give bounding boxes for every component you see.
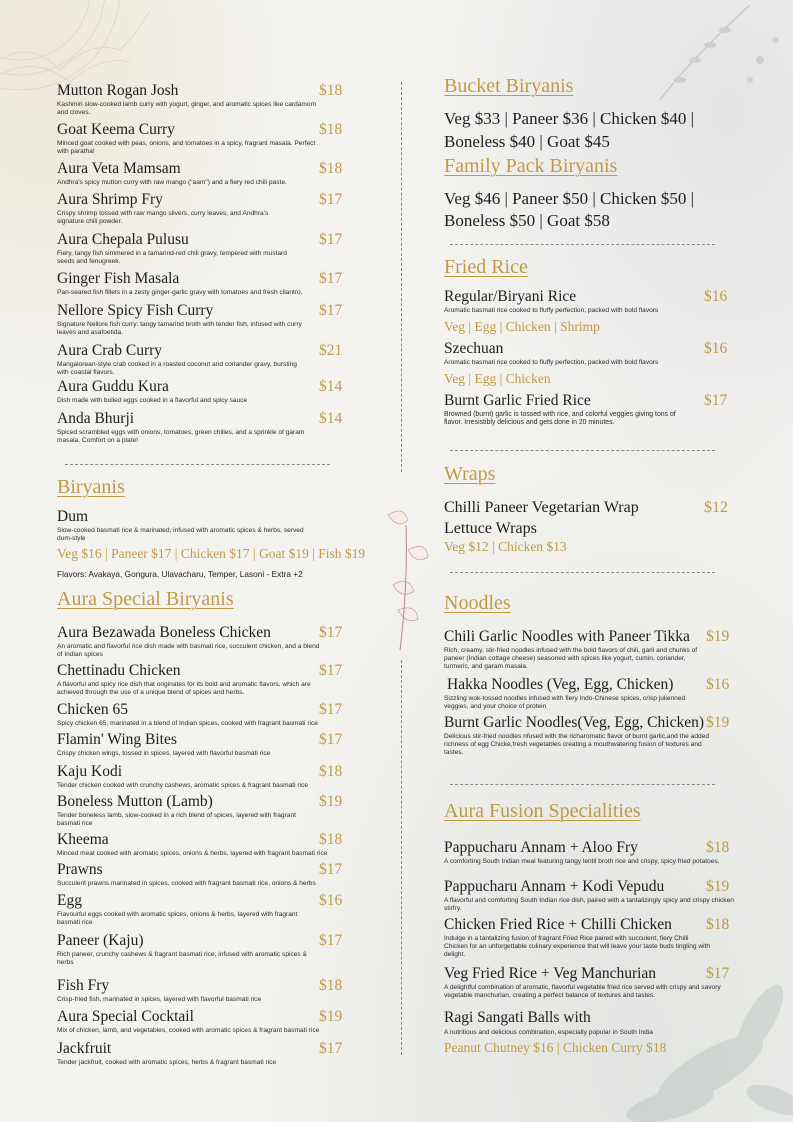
item-name: Ginger Fish Masala	[57, 270, 180, 287]
menu-item	[57, 763, 342, 790]
menu-item	[444, 676, 734, 711]
item-name: Prawns	[57, 861, 103, 878]
menu-item	[57, 191, 342, 226]
section-heading-wraps: Wraps	[444, 463, 496, 485]
menu-item	[444, 965, 734, 1000]
item-description: Rich paneer, crunchy cashews & fragrant basmati rice, infused with aromatic spices & herbs	[57, 951, 307, 966]
item-name: Aura Shrimp Fry	[57, 191, 163, 208]
item-description: A nutritious and delicious combination, especially popular in South India	[444, 1029, 653, 1036]
item-description: Indulge in a tantalizing fusion of fragrant Fried Rice paired with succulent, fiery Chilli Chicken for an unforgettable culinary experience that will leave your taste buds tingling with delight.	[444, 935, 711, 958]
item-price: $18	[319, 977, 343, 994]
item-price: $17	[704, 392, 728, 409]
item-name: Ragi Sangati Balls with	[444, 1009, 591, 1026]
divider	[450, 572, 715, 573]
item-name: Kheema	[57, 831, 109, 848]
item-description: A delightful combination of aromatic, flavorful vegetable fried rice served with crispy and savory vegetable manchurian, creating a perfect balance of textures and tastes.	[444, 984, 721, 999]
item-description: Slow-cooked basmati rice & marinated, infused with aromatic spices & herbs, served dum-style	[57, 527, 304, 542]
item-price: $18	[319, 160, 343, 177]
menu-item	[57, 82, 342, 117]
menu-item	[57, 270, 342, 297]
wrap-item-name: Chilli Paneer Vegetarian Wrap	[444, 499, 639, 516]
item-description: Aromatic basmati rice cooked to fluffy perfection, packed with bold flavors	[444, 359, 659, 366]
menu-item	[57, 731, 342, 758]
item-name: Regular/Biryani Rice	[444, 288, 577, 305]
item-description: Aromatic basmati rice cooked to fluffy perfection, packed with bold flavors	[444, 307, 659, 314]
section-heading-family: Family Pack Biryanis	[444, 155, 618, 177]
item-price: $14	[319, 378, 343, 395]
menu-item	[57, 624, 342, 659]
wrap-item-name: Lettuce Wraps	[444, 520, 537, 537]
item-price: $18	[706, 839, 730, 856]
item-price: $17	[319, 191, 343, 208]
item-description: Browned (burnt) garlic is tossed with rice, and colorful veggies giving tons of flavor. Irresistibly delicious and gets done in 20 minutes.	[444, 411, 676, 426]
menu-item	[57, 662, 342, 697]
item-name: Chettinadu Chicken	[57, 662, 181, 679]
item-name: Pappucharu Annam + Kodi Vepudu	[444, 878, 665, 895]
menu-item	[444, 839, 734, 866]
item-name: Fish Fry	[57, 977, 110, 994]
menu-item	[444, 628, 734, 671]
item-price: $17	[319, 861, 343, 878]
item-name: Burnt Garlic Fried Rice	[444, 392, 591, 409]
menu-item	[444, 714, 734, 757]
menu-item	[57, 160, 342, 187]
menu-item	[57, 1008, 342, 1035]
item-price: $16	[704, 288, 728, 305]
bucket-prices-line1: Veg $33 | Paneer $36 | Chicken $40 |	[444, 109, 695, 128]
item-name: Aura Veta Mamsam	[57, 160, 181, 177]
menu-item	[57, 977, 342, 1004]
item-name: Aura Crab Curry	[57, 342, 163, 359]
column-divider	[401, 660, 402, 1055]
menu-item	[57, 410, 342, 445]
item-price: $18	[319, 831, 343, 848]
item-name: Aura Chepala Pulusu	[57, 231, 189, 248]
item-price: $16	[704, 340, 728, 357]
item-name: Flamin' Wing Bites	[57, 731, 177, 748]
menu-item	[57, 121, 342, 156]
item-price: $14	[319, 410, 343, 427]
item-price: $18	[319, 763, 343, 780]
item-price: $19	[706, 714, 730, 731]
divider	[65, 464, 330, 465]
wrap-item-price: $12	[704, 499, 728, 516]
menu-item	[57, 231, 342, 266]
item-name: Burnt Garlic Noodles(Veg, Egg, Chicken)	[444, 714, 704, 731]
menu-item	[57, 932, 342, 967]
item-name: Anda Bhurji	[57, 410, 135, 427]
item-price: $17	[319, 662, 343, 679]
item-price: $16	[706, 676, 730, 693]
item-description: Crispy chicken wings, tossed in spices, layered with flavorful basmati rice	[57, 750, 271, 757]
flower-illustration	[378, 505, 436, 655]
item-name: Paneer (Kaju)	[57, 932, 144, 949]
item-description: An aromatic and flavorful rice dish made with basmati rice, succulent chicken, and a blend of Indian spices	[57, 643, 320, 658]
menu-item	[444, 878, 734, 913]
item-price: $18	[706, 916, 730, 933]
item-description: Minced meat cooked with aromatic spices, onions & herbs, layered with fragrant basmati rice	[57, 850, 328, 857]
menu-item	[57, 701, 342, 728]
item-description: Andhra's spicy mutton curry with raw mango ("aam") and a fiery red chili paste.	[57, 179, 287, 186]
item-name: Boneless Mutton (Lamb)	[57, 793, 213, 810]
item-name: Veg Fried Rice + Veg Manchurian	[444, 965, 657, 982]
item-description: Tender chicken cooked with crunchy cashews, aromatic spices & fragrant basmati rice	[57, 782, 309, 789]
item-name: Egg	[57, 892, 82, 909]
item-name: Chili Garlic Noodles with Paneer Tikka	[444, 628, 690, 645]
item-price: $19	[706, 878, 730, 895]
menu-item	[57, 861, 342, 888]
family-prices-line2: Boneless $50 | Goat $58	[444, 211, 610, 230]
item-description: Sizzling wok-tossed noodles infused with fiery Indo-Chinese spices, crisp julienned veggies, and your choice of protein	[444, 695, 686, 710]
menu-item	[57, 1040, 342, 1067]
item-description: A flavorful and spicy rice dish that originates for its bold and aromatic flavors, which are achieved through the use of a unique blend of spices and herbs.	[57, 681, 311, 696]
menu-item	[57, 508, 357, 543]
menu-item	[57, 302, 342, 337]
item-description: Tender boneless lamb, slow-cooked in a rich blend of spices, layered with fragrant basmati rice	[57, 812, 296, 827]
menu-item	[444, 916, 734, 959]
item-name: Chicken 65	[57, 701, 129, 718]
family-prices-line1: Veg $46 | Paneer $50 | Chicken $50 |	[444, 189, 695, 208]
menu-item	[57, 342, 342, 377]
menu-item	[444, 288, 729, 315]
item-description: Dish made with boiled eggs cooked in a flavorful and spicy sauce	[57, 397, 248, 404]
item-description: Crispy shrimp tossed with raw mango slivers, curry leaves, and Andhra's signature chili powder.	[57, 210, 269, 225]
item-name: Kaju Kodi	[57, 763, 123, 780]
item-name: Aura Special Cocktail	[57, 1008, 194, 1025]
menu-item	[57, 793, 342, 828]
menu-item	[57, 892, 342, 927]
item-price: $16	[319, 892, 343, 909]
item-price: $17	[319, 302, 343, 319]
item-price: $21	[319, 342, 343, 359]
item-name: Mutton Rogan Josh	[57, 82, 179, 99]
item-description: Mangalorean-style crab cooked in a roasted coconut and coriander gravy, bursting with coastal flavors.	[57, 361, 297, 376]
item-name: Aura Guddu Kura	[57, 378, 169, 395]
item-description: Mix of chicken, lamb, and vegetables, cooked with aromatic spices & fragrant basmati rice	[57, 1027, 320, 1034]
section-heading-fried-rice: Fried Rice	[444, 256, 528, 278]
item-name: Aura Bezawada Boneless Chicken	[57, 624, 271, 641]
section-heading-bucket: Bucket Biryanis	[444, 75, 574, 97]
price-options: Veg | Egg | Chicken | Shrimp	[444, 319, 600, 334]
section-heading-biryanis: Biryanis	[57, 476, 125, 498]
item-description: Kashmiri slow-cooked lamb curry with yogurt, ginger, and aromatic spices like cardamom and cloves.	[57, 101, 317, 116]
item-price: $17	[319, 624, 343, 641]
price-options: Veg | Egg | Chicken	[444, 371, 551, 386]
section-heading-fusion: Aura Fusion Specialities	[444, 800, 641, 822]
item-name: Hakka Noodles (Veg, Egg, Chicken)	[447, 676, 674, 693]
price-options: Veg $16 | Paneer $17 | Chicken $17 | Goat $19 | Fish $19	[57, 546, 366, 561]
item-price: $17	[319, 270, 343, 287]
item-price: $17	[319, 932, 343, 949]
item-description: Pan-seared fish fillets in a zesty ginger-garlic gravy with tomatoes and fresh cilantro.	[57, 289, 303, 296]
item-price: $19	[319, 1008, 343, 1025]
divider	[450, 784, 715, 785]
bucket-prices-line2: Boneless $40 | Goat $45	[444, 132, 610, 151]
flavors-note: Flavors: Avakaya, Gongura, Ulavacharu, Temper, Lasoni - Extra +2	[57, 569, 303, 579]
item-description: Fiery, tangy fish simmered in a tamarind-red chili gravy, tempered with mustard seeds and fenugreek.	[57, 250, 287, 265]
item-description: Flavourful eggs cooked with aromatic spices, onions & herbs, layered with fragrant basmati rice	[57, 911, 298, 926]
item-price: $19	[319, 793, 343, 810]
price-options: Veg $12 | Chicken $13	[444, 539, 567, 554]
item-description: Rich, creamy, stir-fried noodles infused with the bold flavors of chili, garli and chunks of paneer (Indian cottage cheese) seasoned with spices like yogurt, cumin, coriander, turmeric, and garam masala.	[444, 647, 698, 670]
section-heading-special-biryanis: Aura Special Biryanis	[57, 588, 234, 610]
item-price: $17	[319, 701, 343, 718]
menu-item	[444, 340, 729, 367]
item-name: Pappucharu Annam + Aloo Fry	[444, 839, 638, 856]
column-divider	[401, 82, 402, 472]
price-options: Peanut Chutney $16 | Chicken Curry $18	[444, 1040, 667, 1055]
item-description: Signature Nellore fish curry: tangy tamarind broth with tender fish, infused with curry leaves and asafoetida.	[57, 321, 302, 336]
section-heading-noodles: Noodles	[444, 592, 511, 614]
menu-item	[57, 831, 342, 858]
item-price: $18	[319, 82, 343, 99]
item-description: Succulent prawns marinated in spices, cooked with fragrant basmati rice, onions & herbs	[57, 880, 316, 887]
item-description: Crisp-fried fish, marinated in spices, layered with flavorful basmati rice	[57, 996, 262, 1003]
item-description: A flavorful and comforting South Indian rice dish, paired with a tantalizingly spicy and crispy chicken stirfry.	[444, 897, 734, 912]
divider	[450, 244, 715, 245]
item-price: $19	[706, 628, 730, 645]
item-name: Szechuan	[444, 340, 504, 357]
divider	[450, 450, 715, 451]
item-price: $18	[319, 121, 343, 138]
item-name: Nellore Spicy Fish Curry	[57, 302, 214, 319]
item-name: Dum	[57, 508, 88, 525]
item-description: Minced goat cooked with peas, onions, and tomatoes in a spicy, fragrant masala. Perfect with paratha!	[57, 140, 316, 155]
item-price: $17	[319, 1040, 343, 1057]
leaf-branch-decoration	[600, 0, 793, 110]
mandala-decoration	[0, 0, 160, 90]
item-description: Tender jackfruit, cooked with aromatic spices, herbs & fragrant basmati rice	[57, 1059, 277, 1066]
item-price: $17	[706, 965, 730, 982]
item-description: A comforting South Indian meal featuring tangy lentil broth rice and crispy, spicy fried potatoes.	[444, 858, 720, 865]
item-name: Chicken Fried Rice + Chilli Chicken	[444, 916, 672, 933]
item-price: $17	[319, 731, 343, 748]
item-name: Goat Keema Curry	[57, 121, 175, 138]
item-description: Spicy chicken 65, marinated in a blend of Indian spices, cooked with fragrant basmati rice	[57, 720, 318, 727]
menu-item	[57, 378, 342, 405]
item-price: $17	[319, 231, 343, 248]
item-description: Delicious stir-fried noodles nfused with the richaromatic flavor of burnt garlic,and the added richness of egg Chicke,fresh vegetables creating a mouthwatering fusion of textures and tastes.	[444, 733, 709, 756]
item-name: Jackfruit	[57, 1040, 112, 1057]
menu-item	[444, 1009, 734, 1037]
menu-item	[444, 392, 729, 427]
item-description: Spiced scrambled eggs with onions, tomatoes, green chilies, and a sprinkle of garam masala. Comfort on a plate!	[57, 429, 305, 444]
